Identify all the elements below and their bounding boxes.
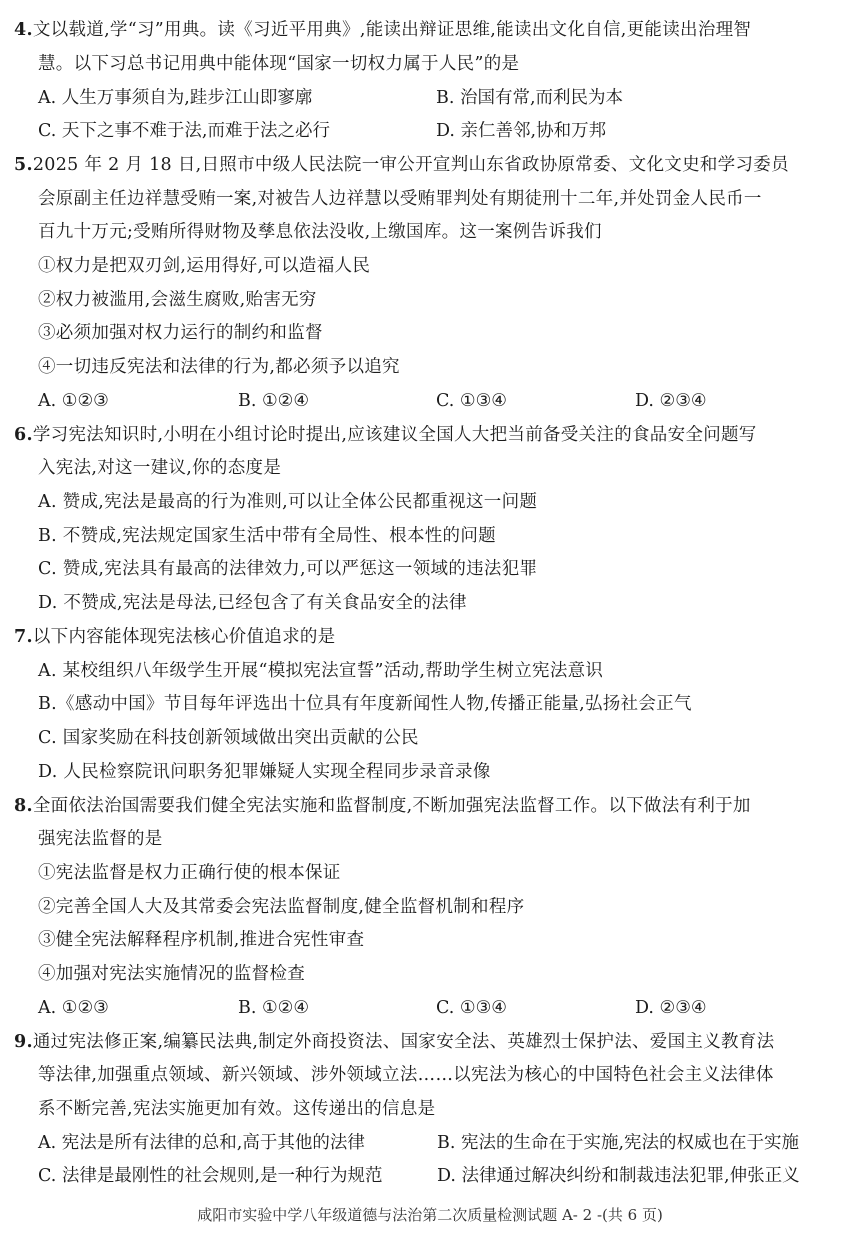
- option-c: C. 法律是最刚性的社会规则,是一种行为规范: [38, 1166, 383, 1186]
- statement-3: ③健全宪法解释程序机制,推进合宪性审查: [38, 930, 365, 950]
- statement-4: ④一切违反宪法和法律的行为,都必须予以追究: [38, 357, 400, 377]
- statement-4: ④加强对宪法实施情况的监督检查: [38, 964, 305, 984]
- option-b: B. ①②④: [238, 391, 310, 411]
- question-stem: 文以载道,学“习”用典。读《习近平用典》,能读出辩证思维,能读出文化自信,更能读出治理智: [32, 20, 752, 40]
- question-9-line-2: 等法律,加强重点领域、新兴领域、涉外领域立法……以宪法为核心的中国特色社会主义法律体: [38, 1065, 774, 1085]
- question-5-line-3: 百九十万元;受贿所得财物及孳息依法没收,上缴国库。这一案例告诉我们: [38, 222, 602, 242]
- question-number: 8.: [14, 796, 33, 816]
- option-b: B. 治国有常,而利民为本: [436, 88, 624, 108]
- question-stem: 通过宪法修正案,编纂民法典,制定外商投资法、国家安全法、英雄烈士保护法、爱国主义教育法: [32, 1032, 775, 1052]
- option-b: B.《感动中国》节目每年评选出十位具有年度新闻性人物,传播正能量,弘扬社会正气: [38, 694, 692, 714]
- question-number: 9.: [14, 1032, 33, 1052]
- page-footer: 咸阳市实验中学八年级道德与法治第二次质量检测试题 A- 2 -(共 6 页): [197, 1206, 663, 1224]
- question-stem: 学习宪法知识时,小明在小组讨论时提出,应该建议全国人大把当前备受关注的食品安全问题写: [32, 425, 757, 445]
- option-d: D. 法律通过解决纠纷和制裁违法犯罪,伸张正义: [437, 1166, 800, 1186]
- option-d: D. 亲仁善邻,协和万邦: [436, 121, 607, 141]
- question-9-line-3: 系不断完善,宪法实施更加有效。这传递出的信息是: [38, 1099, 436, 1119]
- question-6-line-2: 入宪法,对这一建议,你的态度是: [38, 458, 282, 478]
- option-a: A. ①②③: [38, 391, 109, 411]
- option-b: B. 不赞成,宪法规定国家生活中带有全局性、根本性的问题: [38, 526, 496, 546]
- option-c: C. 国家奖励在科技创新领域做出突出贡献的公民: [38, 728, 419, 748]
- question-number: 7.: [14, 627, 33, 647]
- statement-2: ②完善全国人大及其常委会宪法监督制度,健全监督机制和程序: [38, 897, 525, 917]
- question-5-line-2: 会原副主任边祥慧受贿一案,对被告人边祥慧以受贿罪判处有期徒刑十二年,并处罚金人民币一: [38, 189, 762, 209]
- option-c: C. 天下之事不难于法,而难于法之必行: [38, 121, 330, 141]
- statement-1: ①宪法监督是权力正确行使的根本保证: [38, 863, 341, 883]
- question-7-line-1: [14, 625, 335, 649]
- option-d: D. ②③④: [635, 391, 707, 411]
- question-stem: 以下内容能体现宪法核心价值追求的是: [32, 627, 336, 647]
- statement-3: ③必须加强对权力运行的制约和监督: [38, 323, 323, 343]
- option-a: A. 某校组织八年级学生开展“模拟宪法宣誓”活动,帮助学生树立宪法意识: [38, 661, 604, 681]
- option-a: A. 人生万事须自为,跬步江山即寥廓: [38, 88, 313, 108]
- option-b: B. 宪法的生命在于实施,宪法的权威也在于实施: [437, 1133, 800, 1153]
- question-8-line-1: [14, 794, 751, 818]
- question-number: 6.: [14, 425, 33, 445]
- question-6-line-1: [14, 423, 757, 447]
- option-c: C. ①③④: [436, 391, 507, 411]
- statement-1: ①权力是把双刃剑,运用得好,可以造福人民: [38, 256, 371, 276]
- question-number: 5.: [14, 155, 33, 175]
- question-8-line-2: 强宪法监督的是: [38, 829, 163, 849]
- option-d: D. 不赞成,宪法是母法,已经包含了有关食品安全的法律: [38, 593, 467, 613]
- option-b: B. ①②④: [238, 998, 310, 1018]
- question-4-line-2: 慧。以下习总书记用典中能体现“国家一切权力属于人民”的是: [38, 54, 520, 74]
- question-4-line-1: [14, 18, 751, 42]
- question-5-line-1: [14, 153, 789, 177]
- question-9-line-1: [14, 1030, 774, 1054]
- option-a: A. 宪法是所有法律的总和,高于其他的法律: [38, 1133, 365, 1153]
- option-d: D. ②③④: [635, 998, 707, 1018]
- question-number: 4.: [14, 20, 33, 40]
- question-stem: 2025 年 2 月 18 日,日照市中级人民法院一审公开宣判山东省政协原常委、文化文史和学习委员: [32, 155, 789, 175]
- option-c: C. 赞成,宪法具有最高的法律效力,可以严惩这一领域的违法犯罪: [38, 559, 538, 579]
- option-a: A. 赞成,宪法是最高的行为准则,可以让全体公民都重视这一问题: [38, 492, 538, 512]
- option-a: A. ①②③: [38, 998, 109, 1018]
- statement-2: ②权力被滥用,会滋生腐败,贻害无穷: [38, 290, 317, 310]
- question-stem: 全面依法治国需要我们健全宪法实施和监督制度,不断加强宪法监督工作。以下做法有利于加: [32, 796, 751, 816]
- option-c: C. ①③④: [436, 998, 507, 1018]
- option-d: D. 人民检察院讯问职务犯罪嫌疑人实现全程同步录音录像: [38, 762, 491, 782]
